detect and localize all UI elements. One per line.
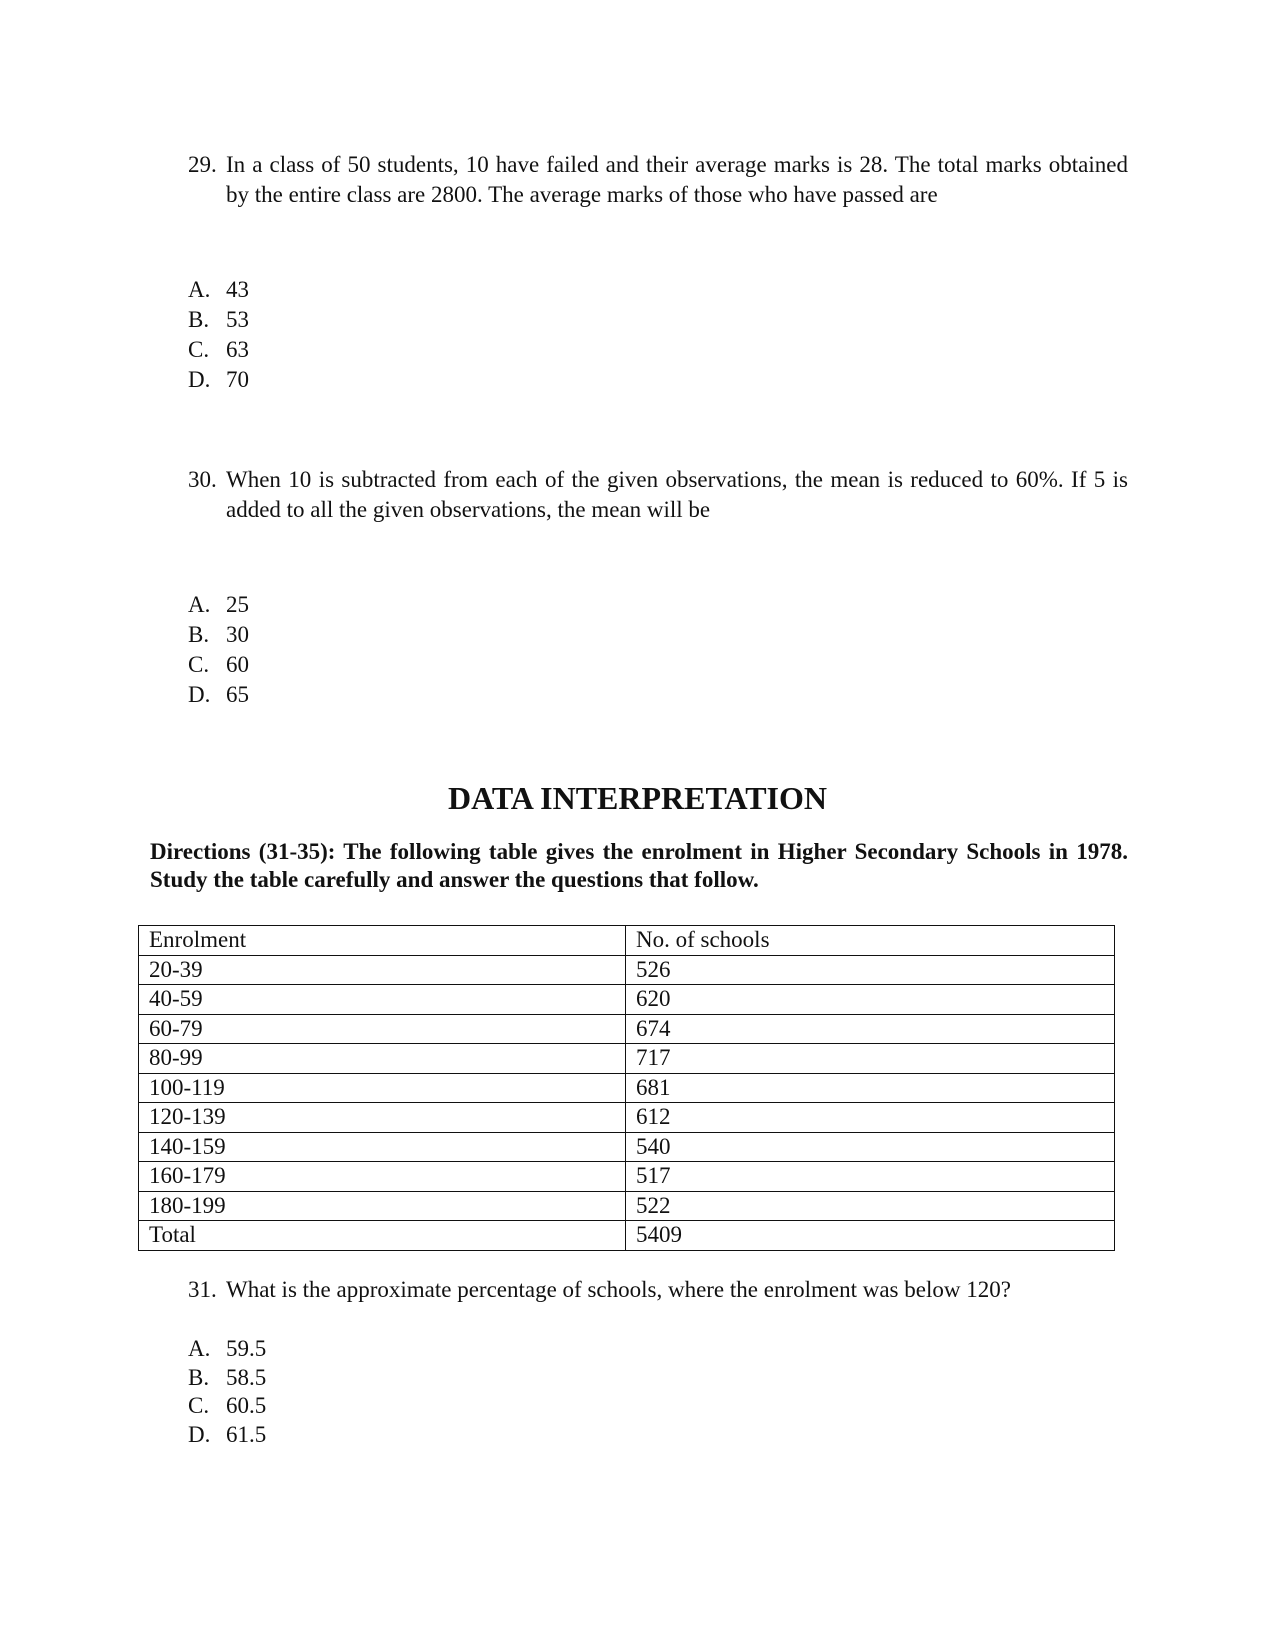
question-stem <box>188 1275 1128 1305</box>
table-cell: 160-179 <box>139 1162 626 1192</box>
option-b <box>188 1363 266 1392</box>
option-d <box>188 365 249 395</box>
question-number: 31. <box>188 1277 217 1302</box>
table-row <box>139 1132 1115 1162</box>
table-cell: 40-59 <box>139 985 626 1015</box>
table-header-cell: Enrolment <box>139 926 626 956</box>
option-text: 70 <box>226 367 249 392</box>
option-c <box>188 650 249 680</box>
table-cell: 180-199 <box>139 1191 626 1221</box>
section-title: DATA INTERPRETATION <box>447 780 827 816</box>
option-letter: D. <box>188 1421 211 1447</box>
table-row <box>139 1103 1115 1133</box>
options-list-31 <box>188 1334 266 1448</box>
table-cell: 100-119 <box>139 1073 626 1103</box>
table-row <box>139 1044 1115 1074</box>
question-text: When 10 is subtracted from each of the given observations, the mean is reduced to 60%. If 5 is added to all the given observations, the mean will be <box>226 467 1128 522</box>
options-list-29 <box>188 275 249 395</box>
table-cell: 80-99 <box>139 1044 626 1074</box>
option-b <box>188 620 249 650</box>
option-letter: A. <box>188 1336 211 1361</box>
option-a <box>188 1334 266 1363</box>
option-d <box>188 680 249 710</box>
option-d <box>188 1420 266 1449</box>
question-text: In a class of 50 students, 10 have failed and their average marks is 28. The total marks obtained by the entire class are 2800. The average marks of those who have passed are <box>226 152 1128 207</box>
option-letter: A. <box>188 592 211 617</box>
table-cell: Total <box>139 1221 626 1251</box>
enrolment-table <box>138 925 1115 1251</box>
question-31 <box>188 1275 1128 1305</box>
option-letter: B. <box>188 1364 210 1390</box>
option-text: 58.5 <box>226 1364 267 1390</box>
option-letter: C. <box>188 652 210 677</box>
option-text: 25 <box>226 592 249 617</box>
option-text: 43 <box>226 277 249 302</box>
option-c <box>188 335 249 365</box>
option-text: 60.5 <box>226 1393 267 1418</box>
table-cell: 140-159 <box>139 1132 626 1162</box>
table-cell: 681 <box>626 1073 1115 1103</box>
option-letter: B. <box>188 622 210 647</box>
option-letter: C. <box>188 337 210 362</box>
table-row <box>139 955 1115 985</box>
option-text: 59.5 <box>226 1336 267 1361</box>
option-text: 63 <box>226 337 249 362</box>
table-cell: 674 <box>626 1014 1115 1044</box>
question-number: 30. <box>188 467 217 492</box>
question-text: What is the approximate percentage of schools, where the enrolment was below 120? <box>226 1277 1011 1302</box>
table-cell: 60-79 <box>139 1014 626 1044</box>
table-cell: 20-39 <box>139 955 626 985</box>
option-text: 61.5 <box>226 1421 267 1447</box>
question-stem <box>188 150 1128 210</box>
option-letter: A. <box>188 277 211 302</box>
question-30 <box>188 465 1128 525</box>
table-cell: 717 <box>626 1044 1115 1074</box>
question-29 <box>188 150 1128 210</box>
options-list-30 <box>188 590 249 710</box>
table-cell: 120-139 <box>139 1103 626 1133</box>
option-letter: D. <box>188 367 211 392</box>
table-cell: 526 <box>626 955 1115 985</box>
option-b <box>188 305 249 335</box>
option-a <box>188 590 249 620</box>
table-cell: 540 <box>626 1132 1115 1162</box>
table-header-row <box>139 926 1115 956</box>
question-stem <box>188 465 1128 525</box>
option-c <box>188 1391 266 1420</box>
table-row <box>139 1014 1115 1044</box>
option-a <box>188 275 249 305</box>
table-row <box>139 985 1115 1015</box>
table-cell: 612 <box>626 1103 1115 1133</box>
option-text: 30 <box>226 622 249 647</box>
option-text: 53 <box>226 307 249 332</box>
table-row <box>139 1162 1115 1192</box>
option-letter: D. <box>188 682 211 707</box>
option-text: 60 <box>226 652 249 677</box>
table-cell: 5409 <box>626 1221 1115 1251</box>
table-row <box>139 1073 1115 1103</box>
option-text: 65 <box>226 682 249 707</box>
table-cell: 517 <box>626 1162 1115 1192</box>
option-letter: C. <box>188 1393 210 1418</box>
option-letter: B. <box>188 307 210 332</box>
table-header-cell: No. of schools <box>626 926 1115 956</box>
directions-text: Directions (31-35): The following table gives the enrolment in Higher Secondary Schools in 1978. Study the table carefully and answer the questions that follow. <box>150 839 1128 892</box>
table-total-row <box>139 1221 1115 1251</box>
question-number: 29. <box>188 152 217 177</box>
table-cell: 522 <box>626 1191 1115 1221</box>
table-row <box>139 1191 1115 1221</box>
table-cell: 620 <box>626 985 1115 1015</box>
